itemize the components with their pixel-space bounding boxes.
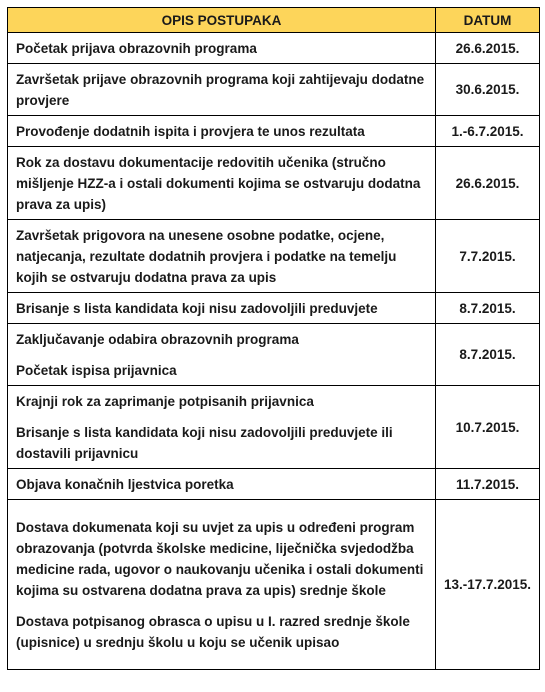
row-description-text: Dostava potpisanog obrasca o upisu u I. razred srednje škole (upisnice) u srednju školu u koju se učenik upisao bbox=[16, 613, 410, 650]
table-row bbox=[8, 293, 540, 324]
row-description bbox=[8, 469, 436, 500]
row-description-text: Dostava dokumenata koji su uvjet za upis u određeni program obrazovanja (potvrda školske medicine, liječnička svjedodžba medicine rada, ugovor o naukovanju učenika i ostali dokumenti kojima su ostvarena dodatna prava za upis) srednje škole bbox=[16, 519, 424, 598]
row-description bbox=[8, 386, 436, 469]
header-row bbox=[8, 8, 540, 33]
table-row bbox=[8, 116, 540, 147]
row-description bbox=[8, 64, 436, 116]
row-description bbox=[8, 147, 436, 220]
table-row bbox=[8, 220, 540, 293]
table-row bbox=[8, 147, 540, 220]
table-row bbox=[8, 33, 540, 64]
row-description bbox=[8, 33, 436, 64]
table-row bbox=[8, 500, 540, 670]
row-date: 30.6.2015. bbox=[436, 64, 540, 116]
row-description-text: Krajnji rok za zaprimanje potpisanih prijavnica bbox=[16, 393, 314, 409]
row-date: 26.6.2015. bbox=[436, 147, 540, 220]
row-date: 13.-17.7.2015. bbox=[436, 500, 540, 670]
table-row bbox=[8, 64, 540, 116]
table-row bbox=[8, 386, 540, 469]
row-description bbox=[8, 220, 436, 293]
row-description-text: Početak ispisa prijavnica bbox=[16, 362, 177, 378]
row-description-text: Provođenje dodatnih ispita i provjera te unos rezultata bbox=[16, 123, 365, 139]
table-row bbox=[8, 324, 540, 386]
row-date: 8.7.2015. bbox=[436, 324, 540, 386]
row-description-text: Rok za dostavu dokumentacije redovitih učenika (stručno mišljenje HZZ-a i ostali dokumenti kojima se ostvaruju dodatna prava za upis) bbox=[16, 154, 421, 212]
row-description-text: Završetak prijave obrazovnih programa koji zahtijevaju dodatne provjere bbox=[16, 71, 425, 108]
header-description: OPIS POSTUPAKA bbox=[8, 8, 436, 33]
row-date: 10.7.2015. bbox=[436, 386, 540, 469]
row-description-text: Zaključavanje odabira obrazovnih programa bbox=[16, 331, 299, 347]
row-description bbox=[8, 500, 436, 670]
row-description bbox=[8, 324, 436, 386]
row-description-text: Brisanje s lista kandidata koji nisu zadovoljili preduvjete ili dostavili prijavnicu bbox=[16, 424, 393, 461]
row-date: 26.6.2015. bbox=[436, 33, 540, 64]
table-row bbox=[8, 469, 540, 500]
row-description bbox=[8, 293, 436, 324]
row-date: 8.7.2015. bbox=[436, 293, 540, 324]
row-description-text: Početak prijava obrazovnih programa bbox=[16, 40, 257, 56]
header-date: DATUM bbox=[436, 8, 540, 33]
row-date: 7.7.2015. bbox=[436, 220, 540, 293]
schedule-table bbox=[7, 7, 540, 670]
row-description bbox=[8, 116, 436, 147]
row-date: 1.-6.7.2015. bbox=[436, 116, 540, 147]
row-description-text: Završetak prigovora na unesene osobne podatke, ocjene, natjecanja, rezultate dodatnih provjera i podatke na temelju kojih se ostvaruju dodatna prava za upis bbox=[16, 227, 397, 285]
row-date: 11.7.2015. bbox=[436, 469, 540, 500]
row-description-text: Brisanje s lista kandidata koji nisu zadovoljili preduvjete bbox=[16, 300, 378, 316]
row-description-text: Objava konačnih ljestvica poretka bbox=[16, 476, 234, 492]
